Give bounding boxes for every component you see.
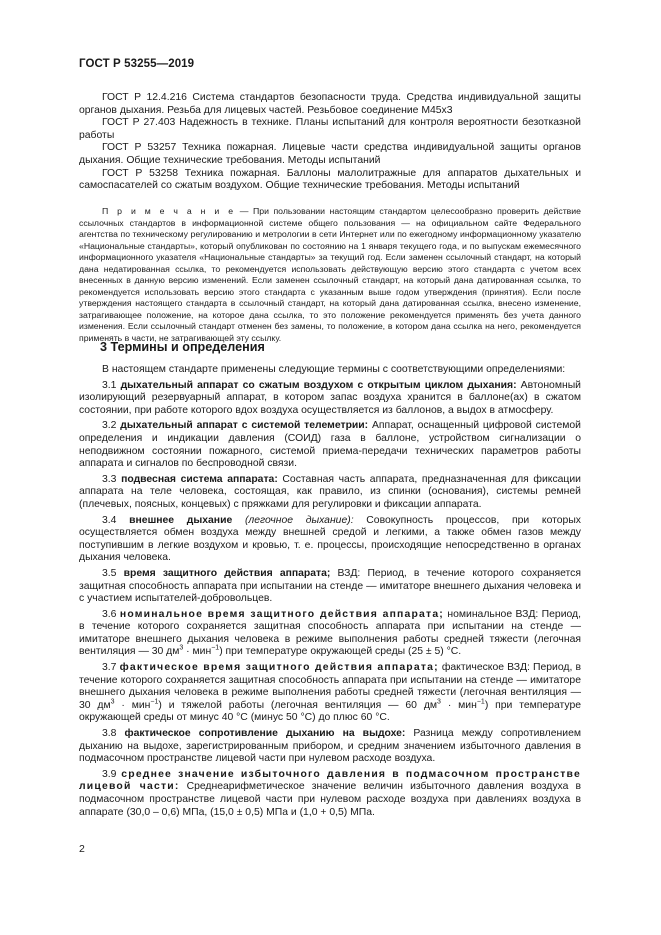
page-number: 2 [79,843,85,855]
term-title: дыхательный аппарат с системой телеметрии: [120,420,369,432]
term-3-4: 3.4 внешнее дыхание (легочное дыхание): Совокупность процессов, при которых осуществляется обмен воздуха между внешней средой и легкими, а также обмен газов между поступившим в легкие воздухом и кровью, т. е. процессы, происходящие непосредственно в органах дыхания человека. [79,514,581,564]
note-block [79,206,581,344]
reference-gost-12-4-216: ГОСТ Р 12.4.216 Система стандартов безопасности труда. Средства индивидуальной защиты органов дыхания. Резьба для лицевых частей. Резьбовое соединение M45x3 [79,92,581,116]
note-text: — При пользовании настоящим стандартом целесообразно проверить действие ссылочных стандартов в информационной системе общего пользования — на официальном сайте Федерального агентства по техническому регулированию и метрологии в сети Интернет или по ежегодному информационному указателю «Национальные стандарты», который опубликован по состоянию на 1 января текущего года, и по выпускам ежемесячного информационного указателя «Национальные стандарты» за текущий год. Если заменен ссылочный стандарт, на который дана недатированная ссылка, то рекомендуется использовать действующую версию этого стандарта с учетом всех внесенных в данную версию изменений. Если заменен ссылочный стандарт, на который дана датированная ссылка, то рекомендуется использовать версию этого стандарта с указанным выше годом утверждения (принятия). Если после утверждения настоящего стандарта в ссылочный стандарт, на который дана датированная ссылка, внесено изменение, затрагивающее положение, на которое дана ссылка, то это положение рекомендуется применять без учета данного изменения. Если ссылочный стандарт отменен без замены, то положение, в котором дана ссылка на него, рекомендуется применять в части, не затрагивающей эту ссылку. [79,206,581,343]
reference-gost-53257: ГОСТ Р 53257 Техника пожарная. Лицевые части средства индивидуальной защиты органов дыхания. Общие технические требования. Методы испытаний [79,142,581,166]
reference-gost-27-403: ГОСТ Р 27.403 Надежность в технике. Планы испытаний для контроля вероятности безотказной работы [79,117,581,141]
term-definition: Автономный изолирующий резервуарный аппарат, в котором запас воздуха хранится в баллоне(ах) в сжатом состоянии, при работе которого вдох воздуха осуществляется из баллонов, а выдох в атмосферу. [79,379,581,416]
term-title: среднее значение избыточного давления в подмасочном пространстве лицевой части: [79,768,581,793]
term-definition: Среднеарифметическое значение величин избыточного давления воздуха в подмасочном пространстве лицевой части при нулевом расходе воздуха при давлениях воздуха в аппарате (30,0 – 0,6) МПа, (15,0 ± 0,5) МПа и (1,0 + 0,5) МПа. [79,781,581,818]
term-3-6: 3.6 номинальное время защитного действия аппарата; номинальное ВЗД: Период, в течение которого сохраняется защитная способность аппарата при испытании на стенде — имитаторе внешнего дыхания человека в режиме выполнения работы средней тяжести (легочная вентиляция — 30 $дм^3 \cdot мин^{-1}$) при температуре окружающей среды (25 ± 5) °С. [79,608,581,658]
note-paragraph [79,206,581,344]
term-definition: Составная часть аппарата, предназначенная для фиксации аппарата на теле человека, состоящая, как правило, из спинки (основания), системы ремней (плечевых, поясных, концевых) с пряжками для регулировки и фиксации аппарата. [79,473,581,510]
reference-gost-53258: ГОСТ Р 53258 Техника пожарная. Баллоны малолитражные для аппаратов дыхательных и самоспасателей со сжатым воздухом. Общие технические требования. Методы испытаний [79,167,581,192]
term-title: фактическое время защитного действия аппарата; [119,662,439,674]
term-3-8: 3.8 фактическое сопротивление дыханию на выдохе: Разница между сопротивлением дыханию на выдохе, зарегистрированным прибором, и средним значением избыточного давления в подмасочном пространстве лицевой части при нулевом расходе воздуха. [79,728,581,765]
section-title: 3 Термины и определения [100,340,265,354]
note-label: П р и м е ч а н и е [102,206,236,216]
term-3-1: 3.1 дыхательный аппарат со сжатым воздухом с открытым циклом дыхания: Автономный изолирующий резервуарный аппарат, в котором запас воздуха хранится в баллоне(ах) в сжатом состоянии, при работе которого вдох воздуха осуществляется из баллонов, а выдох в атмосферу. [79,379,581,416]
term-definition: Аппарат, оснащенный цифровой системой определения и индикации давления (СОИД) газа в баллоне, устройством сигнализации о неподвижном состоянии пожарного, системой приема-передачи технических параметров работы аппарата и сигналов по беспроводной связи. [79,420,581,470]
definitions-block [79,364,581,822]
references-block [79,92,581,193]
term-title: дыхательный аппарат со сжатым воздухом с открытым циклом дыхания: [120,379,517,391]
intro-paragraph: В настоящем стандарте применены следующие термины с соответствующими определениями: [102,364,566,375]
term-definition: номинальное ВЗД: Период, в течение которого сохраняется защитная способность аппарата при испытании на стенде — имитаторе внешнего дыхания человека в режиме выполнения работы средней тяжести (легочная вентиляция — 30 дм [79,608,581,658]
term-3-5: 3.5 время защитного действия аппарата; ВЗД: Период, в течение которого сохраняется защитная способность аппарата при испытании на стенде — имитаторе внешнего дыхания человека и с участием испытателей-добровольцев. [79,567,581,605]
term-title: время защитного действия аппарата; [123,567,331,579]
term-title: фактическое сопротивление дыханию на выдохе: [124,728,406,740]
term-3-7: 3.7 фактическое время защитного действия аппарата; фактическое ВЗД: Период, в течение которого сохраняется защитная способность аппарата при испытании на стенде — имитаторе внешнего дыхания человека в режиме выполнения работы средней тяжести (легочная вентиляция — 30 $дм^3 \cdot мин^{-1}$) и тяжелой работы (легочная вентиляция — 60 $дм^3 \cdot мин^{-1}$) при температуре окружающей среды от минус 40 °С (минус 50 °С) до плюс 60 °С. [79,662,582,724]
term-definition: Совокупность процессов, при которых осуществляется обмен воздуха между внешней средой и легкими, а также обмен газов между поступившим в легкие воздухом и кровью, т. е. процессы, происходящие непосредственно в органах дыхания человека. [79,514,581,564]
document-header: ГОСТ Р 53255—2019 [79,58,195,70]
term-synonym: (легочное дыхание): [232,514,354,526]
term-definition: Разница между сопротивлением дыханию на выдохе, зарегистрированным прибором, и средним значением избыточного давления в подмасочном пространстве лицевой части при нулевом расходе воздуха. [79,728,581,765]
term-definition: ВЗД: Период, в течение которого сохраняется защитная способность аппарата при испытании на стенде — имитаторе внешнего дыхания человека и с участием испытателей-добровольцев. [79,567,581,605]
term-3-3: 3.3 подвесная система аппарата: Составная часть аппарата, предназначенная для фиксации аппарата на теле человека, состоящая, как правило, из спинки (основания), системы ремней (плечевых, поясных, концевых) с пряжками для регулировки и фиксации аппарата. [79,473,581,510]
term-definition: фактическое ВЗД: Период, в течение которого сохраняется защитная способность аппарата при испытании на стенде — имитаторе внешнего дыхания человека в режиме выполнения работы средней тяжести (легочная вентиляция — 30 дм [79,662,581,711]
term-title: подвесная система аппарата: [121,473,278,485]
term-title: номинальное время защитного действия аппарата; [119,608,444,620]
term-3-2: 3.2 дыхательный аппарат с системой телеметрии: Аппарат, оснащенный цифровой системой определения и индикации давления (СОИД) газа в баллоне, устройством сигнализации о неподвижном состоянии пожарного, системой приема-передачи технических параметров работы аппарата и сигналов по беспроводной связи. [79,420,581,470]
term-3-9: 3.9 среднее значение избыточного давления в подмасочном пространстве лицевой части: Среднеарифметическое значение величин избыточного давления воздуха в подмасочном пространстве лицевой части при нулевом расходе воздуха при давлениях воздуха в аппарате (30,0 – 0,6) МПа, (15,0 ± 0,5) МПа и (1,0 + 0,5) МПа. [79,768,581,818]
term-title: внешнее дыхание [129,514,233,526]
